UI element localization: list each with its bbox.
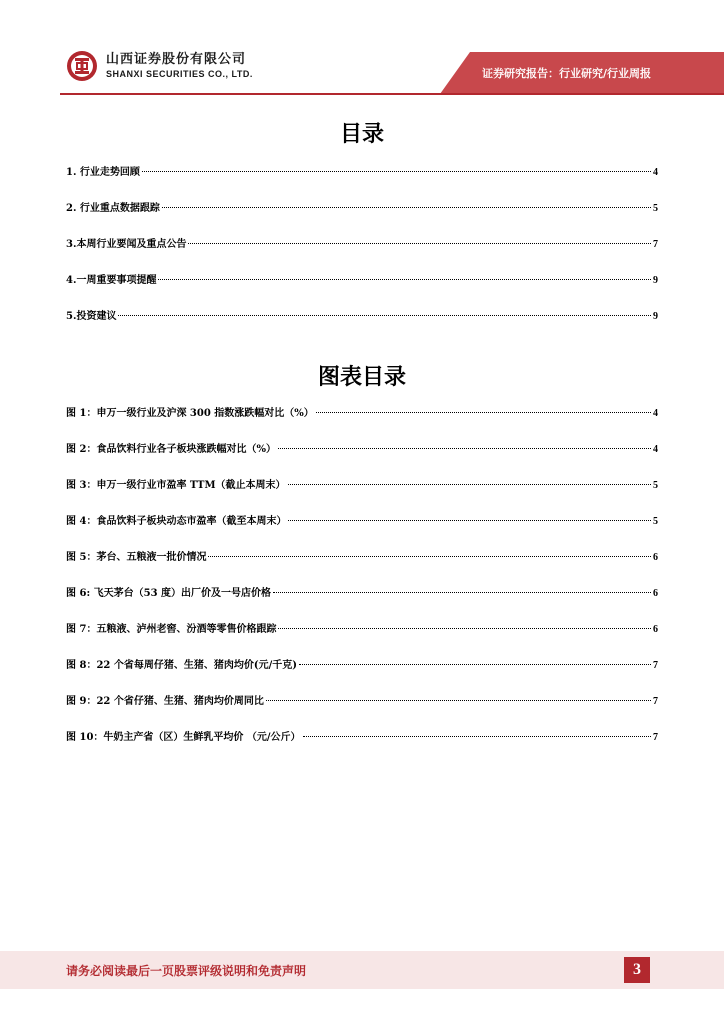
figure-entry[interactable] (66, 404, 658, 440)
leader-dots (162, 206, 651, 208)
figure-entry-page: 4 (653, 408, 658, 419)
leader-dots (266, 699, 651, 701)
figure-entry[interactable] (66, 476, 658, 512)
toc-entry[interactable] (66, 235, 658, 271)
figure-entry-page: 7 (653, 660, 658, 671)
leader-dots (273, 591, 651, 593)
page-footer (0, 951, 724, 989)
leader-dots (288, 519, 651, 521)
toc-entry-page: 4 (653, 167, 658, 178)
company-name-en: SHANXI SECURITIES CO., LTD. (106, 69, 253, 79)
toc-title: 目录 (339, 122, 384, 147)
leader-dots (158, 278, 651, 280)
disclaimer-notice: 请务必阅读最后一页股票评级说明和免责声明 (66, 964, 307, 978)
leader-dots (299, 663, 651, 665)
leader-dots (278, 627, 651, 629)
company-name-cn: 山西证券股份有限公司 (106, 52, 247, 67)
figure-entry-page: 5 (653, 480, 658, 491)
figure-list-title: 图表目录 (317, 365, 406, 390)
figure-entry-page: 6 (653, 624, 658, 635)
report-type-label: 证券研究报告：行业研究/行业周报 (482, 67, 652, 80)
figure-entry-page: 7 (653, 732, 658, 743)
figure-entry-label: 图 4：食品饮料子板块动态市盈率（截至本周末） (66, 516, 287, 527)
figure-list (66, 404, 658, 764)
toc-entry[interactable] (66, 307, 658, 343)
toc-entry-label: 4.一周重要事项提醒 (66, 275, 157, 286)
toc-entry[interactable] (66, 271, 658, 307)
leader-dots (118, 314, 651, 316)
figure-entry[interactable] (66, 548, 658, 584)
figure-entry-label: 图 7：五粮液、泸州老窖、汾酒等零售价格跟踪 (66, 624, 277, 635)
leader-dots (278, 447, 651, 449)
figure-entry-label: 图 10：牛奶主产省（区）生鲜乳平均价 （元/公斤） (66, 732, 301, 743)
company-logo (66, 50, 253, 82)
figure-entry[interactable] (66, 620, 658, 656)
page-header (0, 0, 724, 100)
figure-entry-label: 图 5：茅台、五粮液一批价情况 (66, 552, 207, 563)
leader-dots (316, 411, 651, 413)
figure-entry-label: 图 8：22 个省每周仔猪、生猪、猪肉均价(元/千克) (66, 660, 297, 671)
figure-entry-page: 5 (653, 516, 658, 527)
leader-dots (303, 735, 651, 737)
shanxi-securities-logo-icon (66, 50, 98, 82)
figure-entry-label: 图 3：申万一级行业市盈率 TTM（截止本周末） (66, 480, 286, 491)
figure-entry-page: 4 (653, 444, 658, 455)
figure-entry[interactable] (66, 692, 658, 728)
toc-list (66, 163, 658, 343)
figure-entry[interactable] (66, 512, 658, 548)
figure-entry-label: 图 6: 飞天茅台（53 度）出厂价及一号店价格 (66, 588, 272, 599)
toc-entry[interactable] (66, 163, 658, 199)
figure-entry-label: 图 9：22 个省仔猪、生猪、猪肉均价周同比 (66, 696, 264, 707)
leader-dots (288, 483, 651, 485)
toc-entry-label: 3.本周行业要闻及重点公告 (66, 239, 187, 250)
toc-entry-page: 9 (653, 275, 658, 286)
figure-entry[interactable] (66, 656, 658, 692)
leader-dots (188, 242, 651, 244)
figure-entry[interactable] (66, 440, 658, 476)
figure-entry-page: 7 (653, 696, 658, 707)
figure-entry[interactable] (66, 584, 658, 620)
figure-entry-label: 图 1：申万一级行业及沪深 300 指数涨跌幅对比（%） (66, 408, 314, 419)
toc-entry-label: 1. 行业走势回顾 (66, 167, 140, 178)
toc-entry[interactable] (66, 199, 658, 235)
toc-entry-page: 5 (653, 203, 658, 214)
toc-entry-page: 9 (653, 311, 658, 322)
figure-entry-label: 图 2：食品饮料行业各子板块涨跌幅对比（%） (66, 444, 276, 455)
figure-entry-page: 6 (653, 588, 658, 599)
page-number: 3 (624, 957, 650, 983)
header-divider (60, 93, 724, 95)
figure-entry-page: 6 (653, 552, 658, 563)
report-type-banner (440, 52, 724, 94)
toc-entry-page: 7 (653, 239, 658, 250)
leader-dots (142, 170, 651, 172)
figure-entry[interactable] (66, 728, 658, 764)
leader-dots (208, 555, 651, 557)
toc-entry-label: 2. 行业重点数据跟踪 (66, 203, 160, 214)
toc-entry-label: 5.投资建议 (66, 311, 117, 322)
